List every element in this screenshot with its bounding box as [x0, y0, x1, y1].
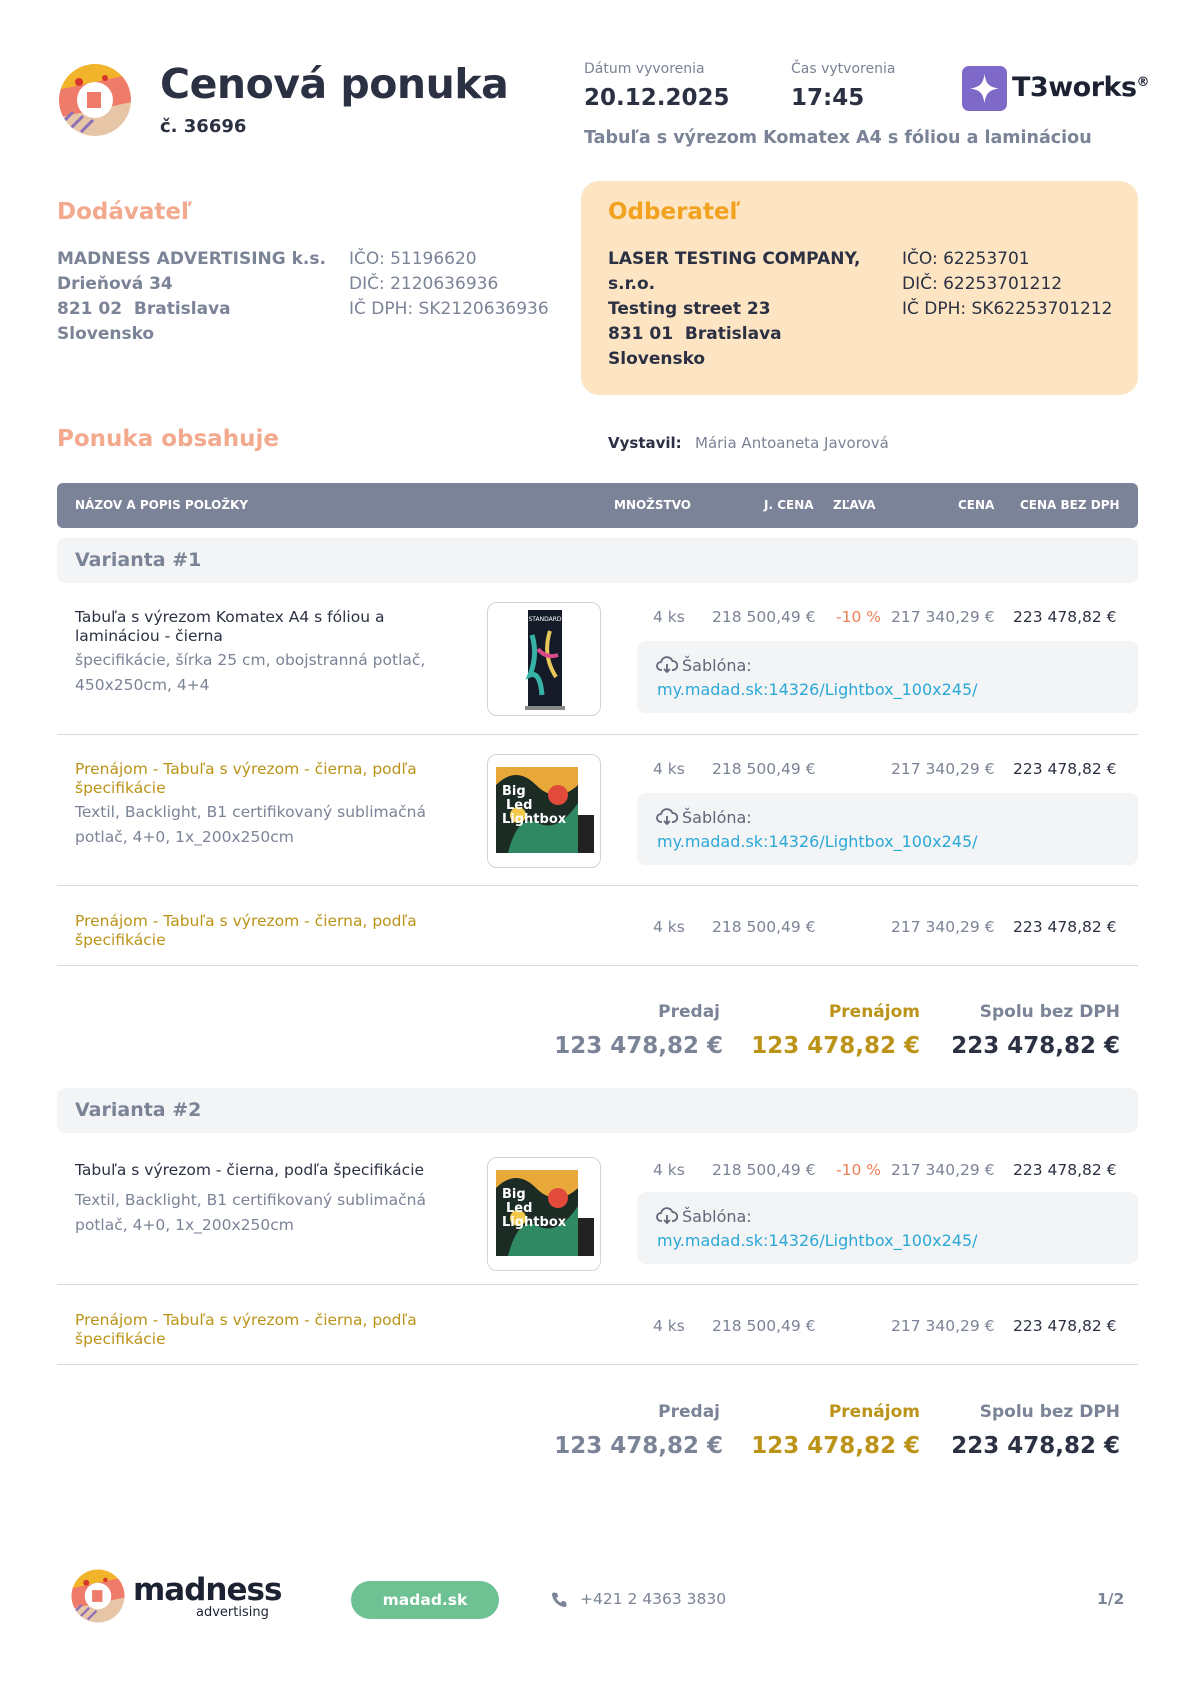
- item-unit-price: 218 500,49 €: [712, 608, 816, 626]
- product-thumbnail: [487, 1157, 601, 1271]
- sparkle-icon: [962, 66, 1007, 111]
- item-price: 217 340,29 €: [891, 608, 995, 626]
- table-header: [57, 483, 1138, 528]
- template-box: [637, 641, 1138, 713]
- lightbox-image-text: Big Led Lightbox: [502, 1187, 567, 1230]
- buyer-country: Slovensko: [608, 349, 706, 369]
- item-qty: 4 ks: [653, 760, 685, 778]
- item-name: Prenájom - Tabuľa s výrezom - čierna, podľa špecifikácie: [75, 1311, 417, 1348]
- row-divider: [57, 1364, 1138, 1365]
- item-total: 223 478,82 €: [1013, 1161, 1117, 1179]
- template-box: [637, 793, 1138, 865]
- svg-text:STANDARD: STANDARD: [528, 616, 562, 623]
- buyer-city: 831 01 Bratislava: [608, 324, 782, 344]
- item-discount: -10 %: [836, 1161, 881, 1179]
- supplier-icdph: IČ DPH: SK2120636936: [349, 299, 549, 319]
- total-sale-label: Predaj: [658, 1402, 720, 1422]
- total-sum-label: Spolu bez DPH: [979, 1402, 1120, 1422]
- offer-subtitle: Tabuľa s výrezom Komatex A4 s fóliou a lamináciou: [584, 128, 1092, 148]
- item-unit-price: 218 500,49 €: [712, 760, 816, 778]
- product-thumbnail: [487, 754, 601, 868]
- t3works-wordmark: T3works®: [1012, 72, 1150, 103]
- lightbox-image: [488, 755, 601, 868]
- variant-title: Varianta #2: [75, 1099, 202, 1121]
- item-price: 217 340,29 €: [891, 1161, 995, 1179]
- buyer-icdph: IČ DPH: SK62253701212: [902, 299, 1113, 319]
- item-name: Tabuľa s výrezom - čierna, podľa špecifikácie: [75, 1161, 425, 1179]
- col-price: CENA: [958, 498, 995, 512]
- template-label: Šablóna:: [682, 656, 752, 675]
- supplier-street: Drieňová 34: [57, 274, 173, 294]
- item-description: Textil, Backlight, B1 certifikovaný sublimačná potlač, 4+0, 1x_200x250cm: [75, 1191, 426, 1234]
- total-sale: 123 478,82 €: [554, 1433, 723, 1459]
- created-time: 17:45: [791, 85, 865, 111]
- variant-title: Varianta #1: [75, 549, 202, 571]
- item-name: Prenájom - Tabuľa s výrezom - čierna, podľa špecifikácie: [75, 760, 417, 797]
- template-label: Šablóna:: [682, 1207, 752, 1226]
- lightbox-image-text: Big Led Lightbox: [502, 784, 567, 827]
- buyer-name: LASER TESTING COMPANY, s.r.o.: [608, 249, 861, 294]
- created-date-label: Dátum vyvorenia: [584, 61, 705, 77]
- row-divider: [57, 1284, 1138, 1285]
- offer-heading: Ponuka obsahuje: [57, 426, 279, 452]
- item-qty: 4 ks: [653, 1161, 685, 1179]
- madness-logo: [57, 62, 133, 138]
- product-thumbnail: [487, 602, 601, 716]
- madness-footer-logo: [70, 1568, 126, 1624]
- template-link[interactable]: my.madad.sk:14326/Lightbox_100x245/: [657, 1231, 978, 1250]
- total-sum-label: Spolu bez DPH: [979, 1002, 1120, 1022]
- total-rent: 123 478,82 €: [751, 1433, 920, 1459]
- buyer-heading: Odberateľ: [608, 199, 741, 225]
- website-button[interactable]: madad.sk: [351, 1581, 499, 1619]
- issued-by-label: Vystavil:: [608, 434, 682, 452]
- item-price: 217 340,29 €: [891, 918, 995, 936]
- buyer-address: [608, 247, 878, 372]
- row-divider: [57, 734, 1138, 735]
- supplier-dic: DIČ: 2120636936: [349, 274, 499, 294]
- item-name: Prenájom - Tabuľa s výrezom - čierna, podľa špecifikácie: [75, 912, 417, 949]
- row-divider: [57, 885, 1138, 886]
- supplier-ico: IČO: 51196620: [349, 249, 477, 269]
- buyer-ids: [902, 247, 1112, 322]
- phone-number[interactable]: +421 2 4363 3830: [580, 1590, 727, 1608]
- item-name: Tabuľa s výrezom Komatex A4 s fóliou a lamináciou - čierna: [75, 608, 385, 645]
- item-unit-price: 218 500,49 €: [712, 1161, 816, 1179]
- supplier-name: MADNESS ADVERTISING k.s.: [57, 249, 326, 269]
- variant-header: [57, 1088, 1138, 1133]
- buyer-street: Testing street 23: [608, 299, 771, 319]
- cloud-download-icon: [656, 655, 678, 675]
- created-time-label: Čas vytvorenia: [791, 61, 896, 77]
- item-price: 217 340,29 €: [891, 760, 995, 778]
- total-sum: 223 478,82 €: [951, 1433, 1120, 1459]
- created-date: 20.12.2025: [584, 85, 730, 111]
- template-label: Šablóna:: [682, 808, 752, 827]
- phone-icon: [550, 1591, 568, 1609]
- supplier-city: 821 02 Bratislava: [57, 299, 231, 319]
- rollup-banner-image: [488, 603, 601, 716]
- footer-brand-sub: advertising: [196, 1605, 269, 1620]
- col-discount: ZĽAVA: [833, 498, 876, 512]
- row-divider: [57, 965, 1138, 966]
- item-qty: 4 ks: [653, 608, 685, 626]
- buyer-ico: IČO: 62253701: [902, 249, 1030, 269]
- col-qty: MNOŽSTVO: [614, 498, 691, 512]
- col-name: NÁZOV A POPIS POLOŽKY: [75, 498, 249, 512]
- supplier-ids: [349, 247, 549, 322]
- page-title: Cenová ponuka: [160, 60, 509, 108]
- issued-by: Mária Antoaneta Javorová: [695, 434, 889, 452]
- supplier-country: Slovensko: [57, 324, 155, 344]
- item-unit-price: 218 500,49 €: [712, 1317, 816, 1335]
- item-unit-price: 218 500,49 €: [712, 918, 816, 936]
- template-link[interactable]: my.madad.sk:14326/Lightbox_100x245/: [657, 680, 978, 699]
- template-box: [637, 1192, 1138, 1264]
- item-qty: 4 ks: [653, 1317, 685, 1335]
- total-sum: 223 478,82 €: [951, 1033, 1120, 1059]
- item-discount: -10 %: [836, 608, 881, 626]
- cloud-download-icon: [656, 1206, 678, 1226]
- item-total: 223 478,82 €: [1013, 760, 1117, 778]
- total-rent-label: Prenájom: [828, 1002, 920, 1022]
- item-price: 217 340,29 €: [891, 1317, 995, 1335]
- offer-number: č. 36696: [160, 116, 247, 137]
- t3works-logo: [962, 66, 1150, 112]
- item-total: 223 478,82 €: [1013, 1317, 1117, 1335]
- page-number: 1/2: [1097, 1590, 1125, 1608]
- cloud-download-icon: [656, 807, 678, 827]
- item-total: 223 478,82 €: [1013, 608, 1117, 626]
- total-rent-label: Prenájom: [828, 1402, 920, 1422]
- item-total: 223 478,82 €: [1013, 918, 1117, 936]
- t3works-logo-mark: [962, 66, 1007, 111]
- supplier-heading: Dodávateľ: [57, 199, 193, 225]
- total-sale: 123 478,82 €: [554, 1033, 723, 1059]
- total-sale-label: Predaj: [658, 1002, 720, 1022]
- supplier-address: [57, 247, 326, 347]
- buyer-dic: DIČ: 62253701212: [902, 274, 1063, 294]
- variant-header: [57, 538, 1138, 583]
- col-unit-price: J. CENA: [764, 498, 814, 512]
- footer-brand: madness: [133, 1572, 282, 1608]
- item-description: Textil, Backlight, B1 certifikovaný sublimačná potlač, 4+0, 1x_200x250cm: [75, 803, 426, 846]
- lightbox-image: [488, 1158, 601, 1271]
- item-qty: 4 ks: [653, 918, 685, 936]
- total-rent: 123 478,82 €: [751, 1033, 920, 1059]
- col-price-no-vat: CENA BEZ DPH: [1020, 498, 1120, 512]
- template-link[interactable]: my.madad.sk:14326/Lightbox_100x245/: [657, 832, 978, 851]
- item-description: špecifikácie, šírka 25 cm, obojstranná potlač, 450x250cm, 4+4: [75, 651, 426, 694]
